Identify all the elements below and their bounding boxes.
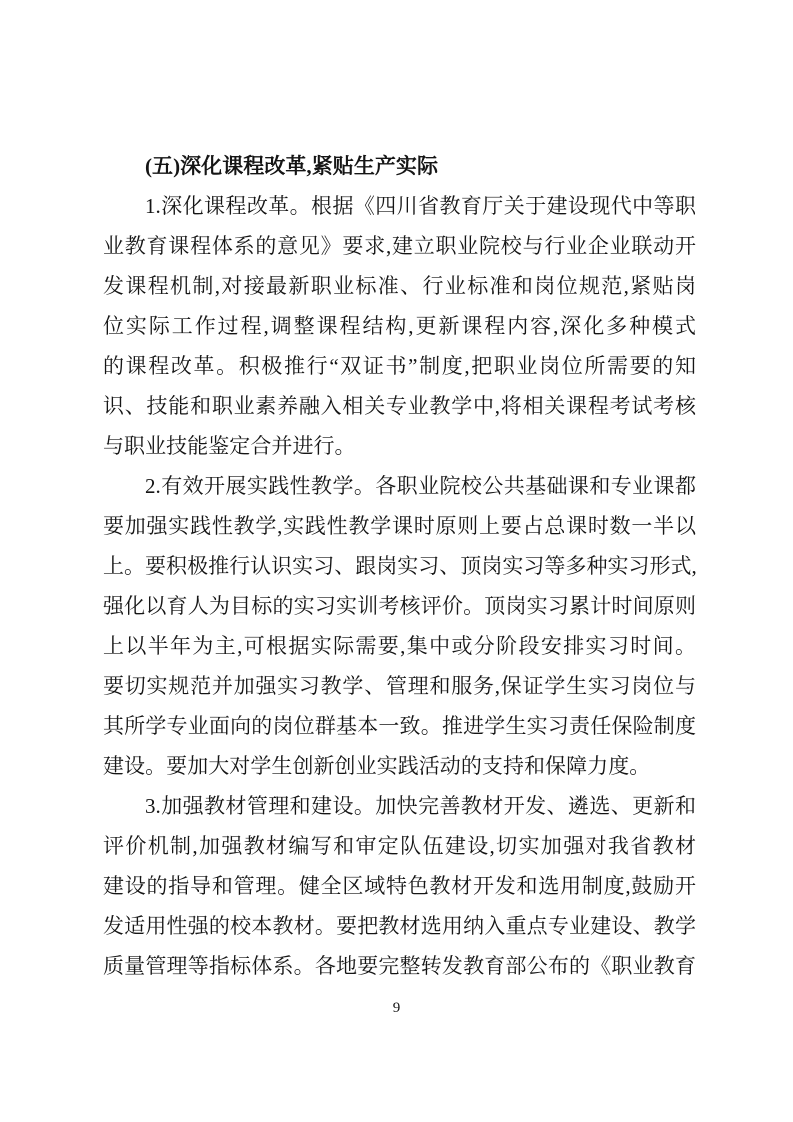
- paragraph-2-line-5: 上以半年为主,可根据实际需要,集中或分阶段安排实习时间。: [103, 634, 696, 658]
- paragraph-2-line-3: 上。要积极推行认识实习、跟岗实习、顶岗实习等多种实习形式,: [103, 554, 696, 578]
- paragraph-2-line-2: 要加强实践性教学,实践性教学课时原则上要占总课时数一半以: [103, 514, 696, 538]
- page-number: 9: [392, 1000, 401, 1016]
- page-footer: [0, 998, 793, 1018]
- paragraph-2-line-4: 强化以育人为目标的实习实训考核评价。顶岗实习累计时间原则: [103, 594, 696, 618]
- paragraph-3-line-4: 发适用性强的校本教材。要把教材选用纳入重点专业建设、教学: [103, 914, 696, 938]
- document-body: [103, 146, 696, 986]
- paragraph-3-line-1: 3.加强教材管理和建设。加快完善教材开发、遴选、更新和: [145, 794, 696, 818]
- paragraph-1-line-5: 的课程改革。积极推行“双证书”制度,把职业岗位所需要的知: [103, 354, 696, 378]
- paragraph-1-line-1: 1.深化课程改革。根据《四川省教育厅关于建设现代中等职: [145, 194, 696, 218]
- paragraph-2-line-8: 建设。要加大对学生创新创业实践活动的支持和保障力度。: [103, 754, 651, 778]
- paragraph-1-line-6: 识、技能和职业素养融入相关专业教学中,将相关课程考试考核: [103, 394, 696, 418]
- paragraph-1-line-3: 发课程机制,对接最新职业标准、行业标准和岗位规范,紧贴岗: [103, 274, 696, 298]
- section-heading: (五)深化课程改革,紧贴生产实际: [145, 154, 439, 178]
- paragraph-3-line-2: 评价机制,加强教材编写和审定队伍建设,切实加强对我省教材: [103, 834, 696, 858]
- paragraph-1-line-7: 与职业技能鉴定合并进行。: [103, 434, 356, 458]
- paragraph-1-line-2: 业教育课程体系的意见》要求,建立职业院校与行业企业联动开: [103, 234, 696, 258]
- paragraph-2-line-7: 其所学专业面向的岗位群基本一致。推进学生实习责任保险制度: [103, 714, 696, 738]
- paragraph-3-line-3: 建设的指导和管理。健全区域特色教材开发和选用制度,鼓励开: [103, 874, 696, 898]
- paragraph-2-line-6: 要切实规范并加强实习教学、管理和服务,保证学生实习岗位与: [103, 674, 696, 698]
- paragraph-2-line-1: 2.有效开展实践性教学。各职业院校公共基础课和专业课都: [145, 474, 696, 498]
- paragraph-3-line-5: 质量管理等指标体系。各地要完整转发教育部公布的《职业教育: [103, 954, 696, 978]
- paragraph-1-line-4: 位实际工作过程,调整课程结构,更新课程内容,深化多种模式: [103, 314, 696, 338]
